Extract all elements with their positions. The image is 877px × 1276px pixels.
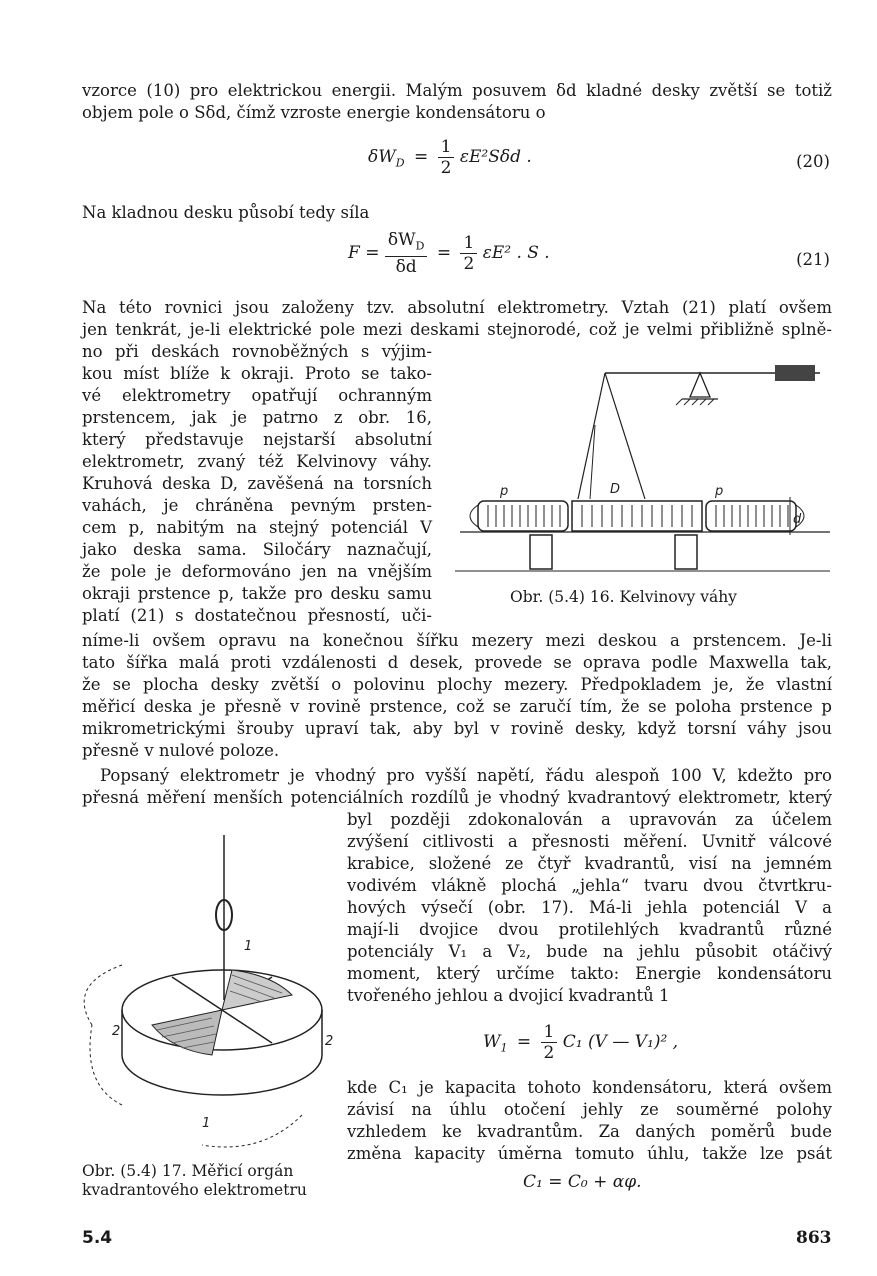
text-line: jako deska sama. Siločáry naznačují, (82, 540, 432, 559)
figure-17-caption-line1: Obr. (5.4) 17. Měřicí orgán (82, 1162, 294, 1180)
text-line: zvýšení citlivosti a přesnosti měření. Uvnitř válcové (347, 832, 832, 851)
text-line: měřicí deska je přesně v rovině prstence, což se zaručí tím, že se poloha prstence p (82, 697, 832, 716)
text-line: hových výsečí (obr. 17). Má-li jehla potenciál V a (347, 898, 832, 917)
text-line: jen tenkrát, je-li elektrické pole mezi deskami stejnorodé, což je velmi přibližně splně- (82, 320, 832, 339)
section-number: 5.4 (82, 1228, 113, 1248)
text-line: okraji prstence p, takže pro desku samu (82, 584, 432, 603)
text-line: kou míst blíže k okraji. Proto se tako- (82, 364, 432, 383)
text-line: přesná měření menších potenciálních rozdílů je vhodný kvadrantový elektrometr, který (82, 788, 832, 807)
text-line: cem p, nabitým na stejný potenciál V (82, 518, 432, 537)
label-quadrant-2-left: 2 (112, 1024, 121, 1039)
text-line: vzorce (10) pro elektrickou energii. Malým posuvem δd kladné desky zvětší se totiž (82, 81, 832, 100)
text-line: krabice, složené ze čtyř kvadrantů, visí na jemném (347, 854, 832, 873)
label-d: d (793, 512, 802, 527)
equation-c1: C₁ = C₀ + αφ. (523, 1172, 642, 1192)
text-line: vahách, je chráněna pevným prsten- (82, 496, 432, 515)
figure-16-caption: Obr. (5.4) 16. Kelvinovy váhy (510, 588, 737, 606)
text-line: tato šířka malá proti vzdálenosti d desek, provede se oprava podle Maxwella tak, (82, 653, 832, 672)
label-quadrant-1-top: 1 (244, 939, 253, 954)
page-number: 863 (796, 1228, 832, 1248)
figure-17-quadrant-electrometer (62, 835, 340, 1155)
text-line: mikrometrickými šrouby upraví tak, aby byl v rovině desky, když torsní váhy jsou (82, 719, 832, 738)
text-line: Na kladnou desku působí tedy síla (82, 203, 370, 222)
text-line: Na této rovnici jsou založeny tzv. absolutní elektrometry. Vztah (21) platí ovšem (82, 298, 832, 317)
text-line: potenciály V₁ a V₂, bude na jehlu působit otáčivý (347, 942, 832, 961)
text-line: byl později zdokonalován a upravován za účelem (347, 810, 832, 829)
text-line: že pole je deformováno jen na vnějším (82, 562, 432, 581)
text-line: platí (21) s dostatečnou přesností, uči- (82, 606, 432, 625)
text-line: tvořeného jehlou a dvojicí kvadrantů 1 (347, 986, 670, 1005)
label-D: D (610, 482, 621, 497)
equation-w1: $W_1$ = $\frac{1}{2}$ C₁ (V — V₁)² , (483, 1022, 679, 1063)
equation-label: (20) (796, 152, 830, 171)
text-line: mají-li dvojice dvou protilehlých kvadrantů různé (347, 920, 832, 939)
equation-20: $\delta W_D$ = $\frac{1}{2}$ εE²Sδd . (368, 137, 532, 178)
text-line: který představuje nejstarší absolutní (82, 430, 432, 449)
text-line: změna kapacity úměrna tomuto úhlu, takže lze psát (347, 1144, 832, 1163)
label-quadrant-2-right: 2 (325, 1034, 334, 1049)
text-line: prstencem, jak je patrno z obr. 16, (82, 408, 432, 427)
text-line: elektrometr, zvaný též Kelvinovy váhy. (82, 452, 432, 471)
equation-label: (21) (796, 250, 830, 269)
text-line: níme-li ovšem opravu na konečnou šířku mezery mezi deskou a prstencem. Je-li (82, 631, 832, 650)
text-line: objem pole o Sδd, čímž vzroste energie kondensátoru o (82, 103, 546, 122)
figure-16-kelvin-balance (450, 355, 835, 580)
label-p-left: p (500, 484, 509, 499)
text-line: závisí na úhlu otočení jehly ze souměrné polohy (347, 1100, 832, 1119)
text-line: Kruhová deska D, zavěšená na torsních (82, 474, 432, 493)
text-line: vodivém vlákně plochá „jehla“ tvaru dvou čtvrtkru- (347, 876, 832, 895)
text-line: že se plocha desky zvětší o polovinu plochy mezery. Předpokladem je, že vlastní (82, 675, 832, 694)
text-line: no při deskách rovnoběžných s výjim- (82, 342, 432, 361)
text-line: vé elektrometry opatřují ochranným (82, 386, 432, 405)
text-line: vzhledem ke kvadrantům. Za daných poměrů bude (347, 1122, 832, 1141)
label-p-right: p (715, 484, 724, 499)
text-line: moment, který určíme takto: Energie kondensátoru (347, 964, 832, 983)
text-line: přesně v nulové poloze. (82, 741, 280, 760)
label-quadrant-1-bottom: 1 (202, 1116, 211, 1131)
text-line: Popsaný elektrometr je vhodný pro vyšší napětí, řádu alespoň 100 V, kdežto pro (100, 766, 832, 785)
text-line: kde C₁ je kapacita tohoto kondensátoru, která ovšem (347, 1078, 832, 1097)
equation-21: F = $\frac{\delta W_D}{\delta d}$ = $\frac{1}{2}$ εE² . S . (348, 230, 550, 278)
figure-17-caption-line2: kvadrantového elektrometru (82, 1181, 307, 1199)
